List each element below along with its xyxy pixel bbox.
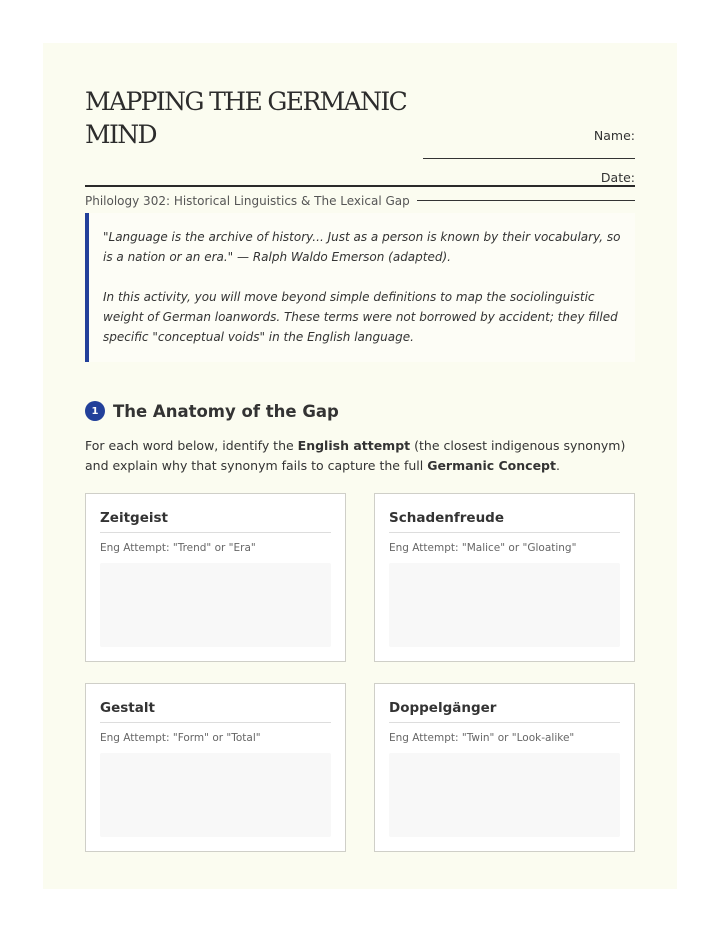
card-english-attempt: Eng Attempt: "Trend" or "Era": [100, 542, 256, 554]
page-title: [85, 85, 415, 151]
date-field-line[interactable]: [417, 200, 635, 201]
course-subtitle: Philology 302: Historical Linguistics & The Lexical Gap: [85, 194, 410, 208]
card-english-attempt: Eng Attempt: "Twin" or "Look-alike": [389, 732, 575, 744]
title-line-2: MIND: [85, 120, 156, 149]
word-card-schadenfreude: [374, 493, 635, 662]
instruction-bold-english-attempt: English attempt: [297, 438, 411, 453]
activity-instructions: In this activity, you will move beyond simple definitions to map the sociolinguistic weight of German loanwords. These terms were not borrowed by accident; they filled specific "conceptual voids" in the English language.: [103, 290, 618, 344]
card-term: Zeitgeist: [100, 510, 331, 533]
title-line-1: MAPPING THE GERMANIC: [85, 87, 407, 116]
word-card-gestalt: [85, 683, 346, 852]
instruction-text-2: (the closest indigenous synonym) and explain why that synonym fails to capture the full: [85, 438, 626, 473]
word-card-zeitgeist: [85, 493, 346, 662]
card-answer-area[interactable]: [389, 753, 620, 837]
worksheet-page: [43, 43, 677, 889]
section-title: The Anatomy of the Gap: [113, 401, 339, 421]
intro-quote-box: [85, 213, 635, 362]
worksheet-header: [85, 85, 635, 208]
word-card-doppelganger: [374, 683, 635, 852]
instruction-text-3: .: [555, 458, 560, 473]
section-1-heading: [85, 398, 339, 424]
card-english-attempt: Eng Attempt: "Malice" or "Gloating": [389, 542, 577, 554]
instruction-text-1: For each word below, identify the: [85, 438, 298, 453]
instruction-bold-germanic-concept: Germanic Concept: [427, 458, 556, 473]
card-term: Gestalt: [100, 700, 331, 723]
card-answer-area[interactable]: [389, 563, 620, 647]
card-answer-area[interactable]: [100, 753, 331, 837]
name-field-line[interactable]: [423, 158, 635, 159]
step-number-badge: 1: [85, 401, 105, 421]
name-label: Name:: [593, 128, 635, 143]
card-term: Schadenfreude: [389, 510, 620, 533]
card-term: Doppelgänger: [389, 700, 620, 723]
emerson-quote: "Language is the archive of history... Just as a person is known by their vocabulary, so is a nation or an era." — Ralph Waldo Emerson (adapted).: [103, 230, 621, 264]
card-english-attempt: Eng Attempt: "Form" or "Total": [100, 732, 261, 744]
card-answer-area[interactable]: [100, 563, 331, 647]
date-label: Date:: [600, 170, 635, 185]
section-instructions: [85, 436, 635, 476]
